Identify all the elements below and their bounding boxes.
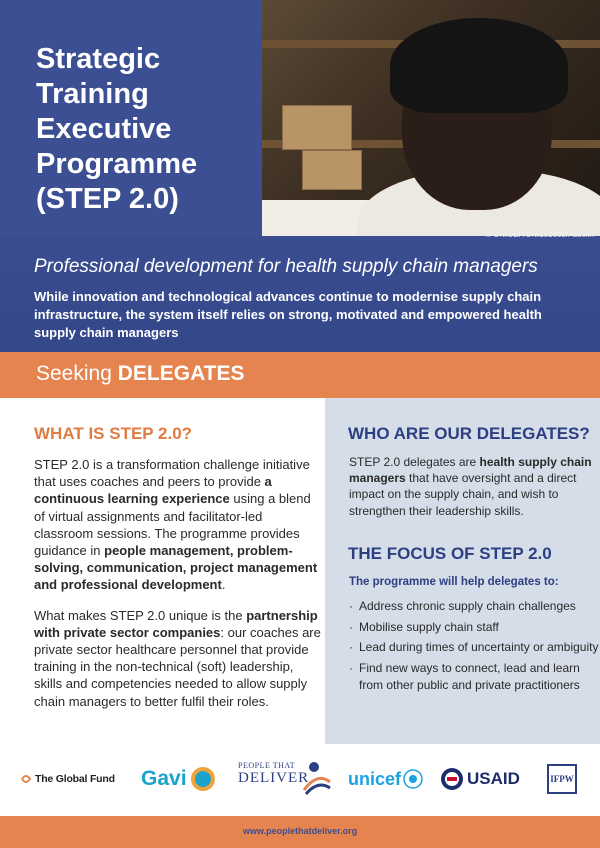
global-fund-text: The Global Fund — [35, 773, 115, 785]
usaid-text: USAID — [467, 769, 520, 788]
unicef-emblem-icon — [403, 769, 423, 789]
delegates-heading: WHO ARE OUR DELEGATES? — [348, 424, 590, 443]
usaid-seal-icon — [440, 767, 464, 791]
hero-photo — [262, 0, 600, 243]
footer-url[interactable]: www.peoplethatdeliver.org — [242, 826, 358, 836]
unicef-text: unicef — [348, 768, 402, 789]
list-item: · Lead during times of uncertainty or ambiguity — [349, 639, 599, 657]
what-is-paragraph-2 — [34, 607, 324, 710]
text-bold: partnership with private sector companies — [34, 607, 318, 640]
seeking-heading — [36, 362, 245, 386]
partner-logos — [0, 744, 600, 816]
intro-text: While innovation and technological advances continue to modernise supply chain infrastructure, the system itself relies on strong, motivated and empowered health supply chain managers — [34, 289, 542, 340]
photo-credit: © UNICEF/UNI181685/Asselin — [485, 230, 594, 239]
text-span: What makes STEP 2.0 unique is the — [34, 607, 247, 623]
seeking-prefix: Seeking — [36, 362, 112, 385]
text-span: using a blend of virtual assignments and facilitator-led classroom sessions. The programme provides guidance in — [34, 491, 311, 559]
text-span: STEP 2.0 delegates are — [349, 455, 480, 469]
ifpw-logo — [547, 764, 577, 794]
list-item: · Find new ways to connect, lead and learn from other public and private practitioners — [349, 660, 599, 695]
focus-list — [349, 598, 599, 698]
what-is-heading: WHAT IS STEP 2.0? — [34, 424, 193, 443]
what-is-paragraph-1 — [34, 456, 324, 594]
delegates-focus-panel — [325, 398, 600, 744]
text-bold: people management, problem-solving, communication, project management and professional development — [34, 543, 318, 593]
text-span: . — [221, 577, 226, 593]
ptd-bottom-text: DELIVER — [238, 770, 310, 786]
person-headscarf — [390, 18, 568, 113]
focus-heading: THE FOCUS OF STEP 2.0 — [348, 544, 552, 563]
global-fund-logo — [20, 764, 115, 794]
list-item: · Mobilise supply chain staff — [349, 619, 599, 637]
people-that-deliver-logo — [238, 760, 309, 790]
ifpw-text: IFPW — [550, 774, 574, 784]
text-span: : our coaches are private sector healthcare personnel that provide training in the non-technical (soft) leadership, skills and competencies needed to allow supply chain managers to better fulfil their roles. — [34, 624, 321, 709]
page-subtitle: Professional development for health supply chain managers — [34, 256, 538, 277]
focus-lead: The programme will help delegates to: — [349, 576, 559, 588]
global-fund-mark-icon — [20, 773, 32, 785]
cardboard-box — [282, 105, 352, 150]
footer-band — [0, 816, 600, 848]
seeking-delegates-band — [0, 352, 600, 398]
ptd-figure-icon — [302, 760, 332, 796]
unicef-logo — [348, 764, 423, 794]
gavi-globe-icon — [189, 765, 217, 793]
ptd-top-text: PEOPLE THAT — [238, 761, 296, 770]
cardboard-box — [302, 150, 362, 190]
ifpw-frame — [547, 764, 577, 794]
delegates-body — [349, 454, 594, 519]
hero-banner — [0, 0, 600, 352]
usaid-logo — [440, 764, 520, 794]
list-item: · Address chronic supply chain challenges — [349, 598, 599, 616]
what-is-section — [0, 398, 325, 744]
gavi-logo — [141, 764, 217, 794]
text-bold: a continuous learning experience — [34, 474, 272, 507]
text-span: that have oversight and a direct impact on the supply chain, and wish to strengthen their leadership skills. — [349, 471, 577, 518]
text-bold: health supply chain managers — [349, 455, 592, 486]
text-span: STEP 2.0 is a transformation challenge initiative that uses coaches and peers to provide — [34, 457, 310, 490]
page-title: Strategic Training Executive Programme (STEP 2.0) — [36, 43, 198, 215]
seeking-emphasis: DELEGATES — [117, 362, 245, 385]
gavi-text: Gavi — [141, 767, 187, 790]
what-is-body — [34, 456, 324, 723]
